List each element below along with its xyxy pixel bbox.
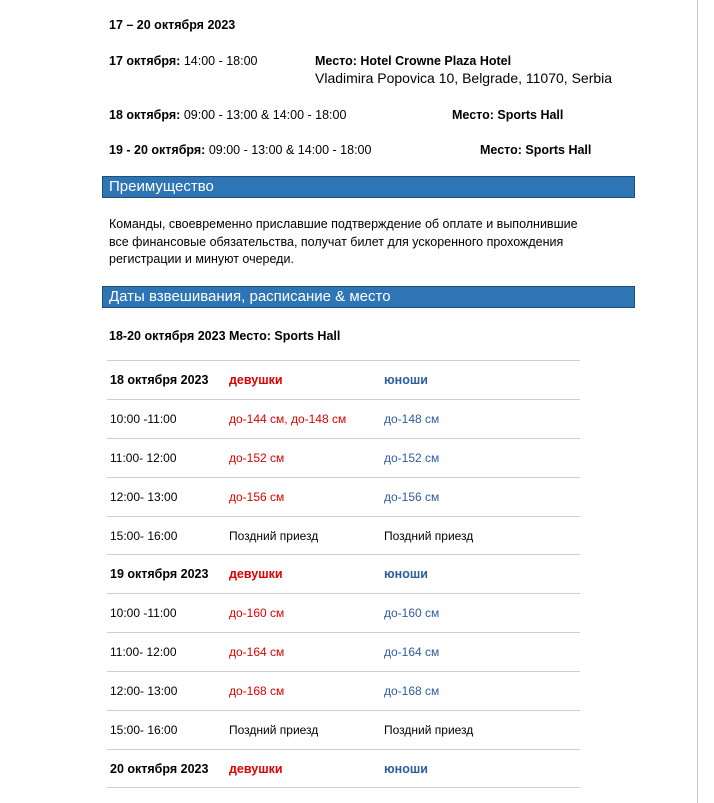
time-slot: 11:00- 12:00 [110,645,177,660]
table-row [107,593,580,632]
girls-category: до-144 см, до-148 см [229,411,347,426]
girls-header: девушки [229,761,283,776]
schedule-time: 09:00 - 13:00 & 14:00 - 18:00 [205,143,372,157]
schedule-date: 19 - 20 октября: [109,143,206,157]
boys-category: до-168 см [384,684,440,699]
boys-category: до-152 см [384,450,440,465]
girls-category: до-160 см [229,606,285,621]
table-row [107,671,580,710]
page-edge-rule [697,0,698,803]
girls-category: до-168 см [229,684,285,699]
girls-category: до-164 см [229,645,285,660]
boys-category: до-164 см [384,645,440,660]
schedule-date: 18 октября: [109,108,181,122]
girls-category: Поздний приезд [229,723,319,738]
schedule-line-1 [109,54,258,68]
section-header-weigh-in: Даты взвешивания, расписание & место [102,286,635,308]
table-row [107,632,580,671]
paragraph-line: регистрации и минуют очереди. [109,252,294,266]
boys-header: юноши [384,761,428,776]
time-slot: 12:00- 13:00 [110,489,178,504]
schedule-time: 09:00 - 13:00 & 14:00 - 18:00 [180,108,347,122]
weigh-in-table [107,360,580,788]
boys-category: Поздний приезд [384,528,474,543]
schedule-date: 17 октября: [109,54,181,68]
table-date-row [107,749,580,788]
boys-header: юноши [384,373,428,387]
boys-category: до-148 см [384,411,440,426]
boys-category: до-160 см [384,606,440,621]
schedule-line-2 [109,108,346,122]
time-slot: 10:00 -11:00 [110,411,177,426]
girls-header: девушки [229,373,283,387]
table-date-row [107,360,580,399]
time-slot: 15:00- 16:00 [110,723,178,738]
schedule-line-3 [109,143,371,157]
time-slot: 15:00- 16:00 [110,528,178,543]
schedule-time: 14:00 - 18:00 [180,54,258,68]
time-slot: 11:00- 12:00 [110,450,177,465]
table-row [107,516,580,555]
table-date-row [107,554,580,593]
paragraph-line: все финансовые обязательства, получат билет для ускоренного прохождения [109,234,564,249]
boys-category: до-156 см [384,489,440,504]
time-slot: 12:00- 13:00 [110,684,178,699]
girls-category: до-152 см [229,450,285,465]
table-row [107,710,580,749]
boys-header: юноши [384,567,428,582]
boys-category: Поздний приезд [384,723,474,738]
day-label: 20 октября 2023 [110,761,209,776]
venue-address: Vladimira Popovica 10, Belgrade, 11070, Serbia [315,70,613,86]
table-row [107,399,580,438]
advantage-paragraph [109,216,629,269]
event-dates: 17 – 20 октября 2023 [109,18,236,32]
girls-header: девушки [229,567,283,582]
girls-category: Поздний приезд [229,528,319,543]
girls-category: до-156 см [229,489,285,504]
schedule-venue: Место: Sports Hall [480,143,592,157]
schedule-venue: Место: Hotel Crowne Plaza Hotel [315,54,512,68]
time-slot: 10:00 -11:00 [110,606,177,621]
weigh-in-subtitle: 18-20 октября 2023 Место: Sports Hall [109,329,341,343]
table-row [107,477,580,516]
table-row [107,438,580,477]
day-label: 19 октября 2023 [110,567,209,582]
paragraph-line: Команды, своевременно приславшие подтверждение об оплате и выполнившие [109,217,578,231]
section-header-advantage: Преимущество [102,176,635,198]
day-label: 18 октября 2023 [110,373,209,387]
schedule-venue: Место: Sports Hall [452,108,564,122]
